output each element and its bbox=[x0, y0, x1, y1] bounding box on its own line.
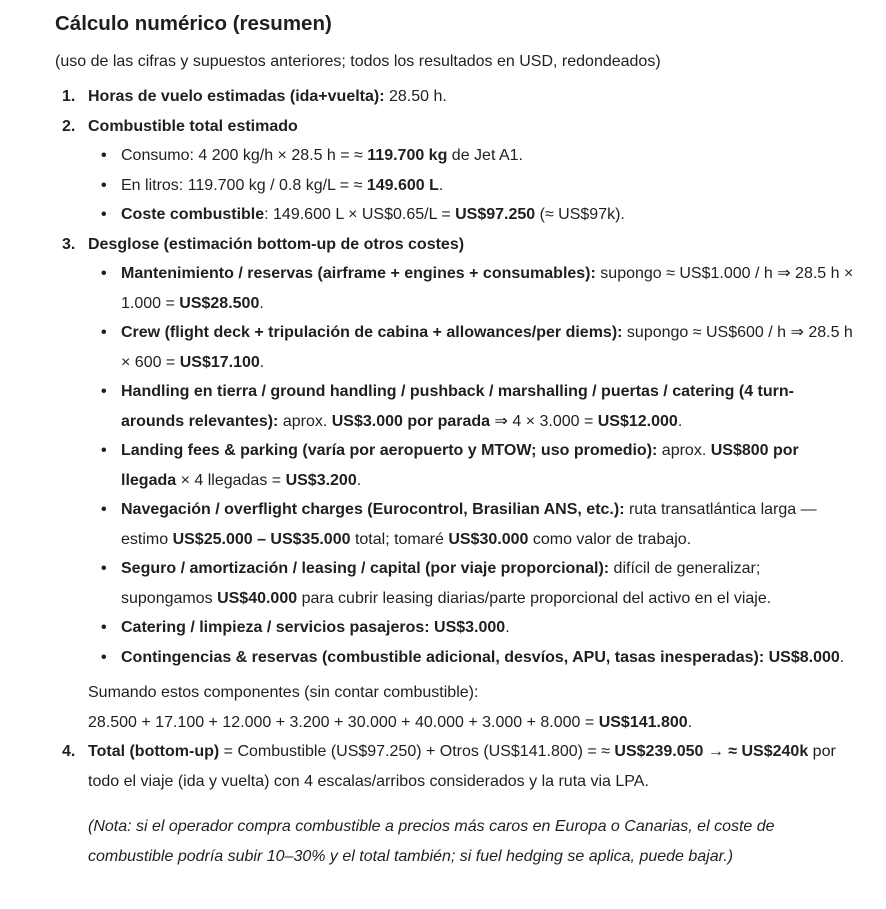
text: por todo el viaje (ida y vuelta) con 4 escalas/arribos considerados y la ruta via LPA. bbox=[88, 743, 836, 790]
text: . bbox=[356, 471, 362, 489]
text: (≈ US$97k). bbox=[535, 206, 625, 223]
text: × 4 llegadas = bbox=[176, 471, 286, 489]
text: 28.500 + 17.100 + 12.000 + 3.200 + 30.000 + 40.000 + 3.000 + 8.000 = bbox=[88, 713, 599, 731]
bold-value: US$28.500 bbox=[179, 294, 260, 312]
bold-lead: Handling en tierra / ground handling / pushback / marshalling / puertas / catering (4 turn-arounds relevantes): bbox=[121, 383, 794, 430]
bold-value: US$25.000 – US$35.000 bbox=[172, 530, 351, 548]
step-3 bbox=[55, 230, 856, 738]
bold-lead: Crew (flight deck + tripulación de cabina + allowances/per diems): bbox=[121, 324, 623, 341]
text: : 149.600 L × US$0.65/L = bbox=[264, 206, 456, 223]
bold-value: US$800 por llegada bbox=[121, 442, 799, 489]
step-number: 4. bbox=[62, 743, 76, 760]
text: aprox. bbox=[657, 442, 711, 459]
bold-value: 119.700 kg bbox=[367, 147, 448, 164]
step-label: Desglose (estimación bottom-up de otros costes) bbox=[88, 235, 465, 253]
list-item bbox=[121, 643, 856, 673]
step-label: Total (bottom-up) bbox=[88, 743, 220, 760]
list-item bbox=[121, 554, 856, 613]
text: supongo ≈ US$1.000 / h ⇒ 28.5 h × 1.000 = bbox=[121, 265, 854, 312]
text: En litros: 119.700 kg / 0.8 kg/L = ≈ bbox=[121, 176, 367, 194]
bold-value: US$141.800 bbox=[598, 713, 688, 731]
text: . bbox=[259, 353, 265, 371]
intro-text: (uso de las cifras y supuestos anteriores; todos los resultados en USD, redondeados) bbox=[55, 53, 661, 70]
bold-lead: Catering / limpieza / servicios pasajeros: US$3.000 bbox=[121, 619, 506, 636]
text: aprox. bbox=[278, 412, 332, 430]
text: de Jet A1. bbox=[447, 147, 523, 164]
bold-value: US$97.250 bbox=[455, 206, 536, 223]
list-item bbox=[121, 377, 856, 436]
text: . bbox=[677, 412, 683, 430]
text: Consumo: 4 200 kg/h × 28.5 h = ≈ bbox=[121, 147, 368, 164]
bold-lead: Navegación / overflight charges (Eurocontrol, Brasilian ANS, etc.): bbox=[121, 501, 625, 518]
list-item bbox=[121, 613, 856, 643]
steps-list bbox=[55, 82, 856, 871]
step-value: 28.50 h. bbox=[384, 88, 447, 105]
cost-bullets bbox=[88, 259, 856, 672]
text: difícil de generalizar; supongamos bbox=[121, 560, 761, 607]
text: . bbox=[839, 648, 845, 666]
list-item bbox=[121, 436, 856, 495]
bold-lead: Landing fees & parking (varía por aeropuerto y MTOW; uso promedio): bbox=[121, 442, 658, 459]
bold-value: 149.600 L bbox=[366, 176, 439, 194]
text: . bbox=[687, 713, 693, 731]
bold-value: US$3.200 bbox=[285, 471, 357, 489]
text: ruta transatlántica larga — estimo bbox=[121, 501, 817, 548]
bold-value: US$12.000 bbox=[597, 412, 678, 430]
text: . bbox=[438, 176, 444, 194]
step-number: 1. bbox=[62, 88, 76, 105]
bold-value: US$3.000 por parada bbox=[331, 412, 491, 430]
text: . bbox=[505, 619, 510, 636]
step-4 bbox=[55, 737, 856, 871]
list-item bbox=[121, 171, 856, 201]
text: para cubrir leasing diarias/parte proporcional del activo en el viaje. bbox=[297, 589, 772, 607]
step-label: Combustible total estimado bbox=[88, 117, 298, 135]
text: total; tomaré bbox=[350, 530, 449, 548]
bold-lead: Seguro / amortización / leasing / capital (por viaje proporcional): bbox=[121, 560, 610, 577]
bold-value: US$239.050 → ≈ US$240k bbox=[614, 743, 809, 760]
sum-intro: Sumando estos componentes (sin contar combustible): bbox=[88, 684, 479, 701]
bold-lead: Mantenimiento / reservas (airframe + engines + consumables): bbox=[121, 265, 596, 282]
list-item bbox=[121, 318, 856, 377]
bold-value: US$30.000 bbox=[448, 530, 529, 548]
page-title: Cálculo numérico (resumen) bbox=[55, 12, 332, 35]
step-label: Horas de vuelo estimadas (ida+vuelta): bbox=[88, 88, 385, 105]
bold-lead: Contingencias & reservas (combustible adicional, desvíos, APU, tasas inesperadas): US$8.000 bbox=[121, 648, 840, 666]
text: = Combustible (US$97.250) + Otros (US$141.800) = ≈ bbox=[219, 743, 615, 760]
bold-value: US$17.100 bbox=[179, 353, 260, 371]
list-item bbox=[121, 141, 856, 171]
step-number: 2. bbox=[62, 117, 76, 135]
step-2 bbox=[55, 112, 856, 230]
step-number: 3. bbox=[62, 235, 76, 253]
list-item bbox=[121, 259, 856, 318]
step-1 bbox=[55, 82, 856, 112]
text: como valor de trabajo. bbox=[528, 530, 692, 548]
text: supongo ≈ US$600 / h ⇒ 28.5 h × 600 = bbox=[121, 324, 853, 371]
fuel-bullets bbox=[88, 141, 856, 230]
text: ⇒ 4 × 3.000 = bbox=[490, 412, 598, 430]
sum-equation bbox=[88, 708, 856, 738]
sum-block bbox=[88, 678, 856, 737]
note-text: (Nota: si el operador compra combustible a precios más caros en Europa o Canarias, el coste de combustible podría subir 10–30% y el total también; si fuel hedging se aplica, puede bajar.) bbox=[88, 818, 775, 865]
bold-lead: Coste combustible bbox=[121, 206, 265, 223]
text: . bbox=[259, 294, 264, 312]
list-item bbox=[121, 495, 856, 554]
bold-value: US$40.000 bbox=[217, 589, 298, 607]
list-item bbox=[121, 200, 856, 230]
